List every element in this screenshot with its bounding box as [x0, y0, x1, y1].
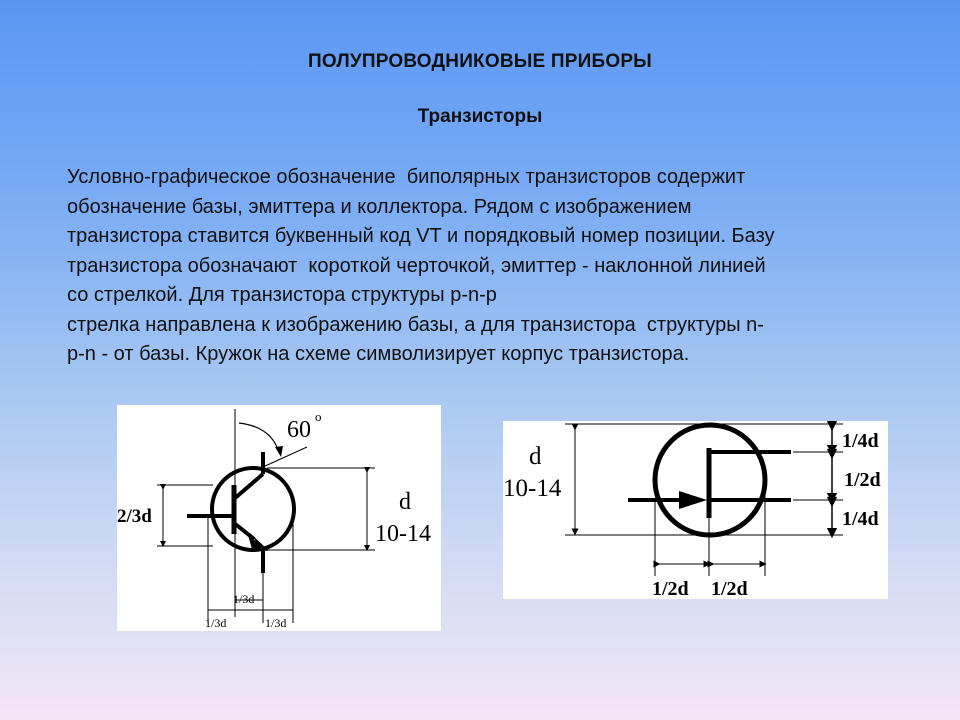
angle-guide-line [263, 447, 307, 467]
right-dim-symbol: d [399, 489, 411, 515]
collector-line [234, 474, 263, 499]
bottom-right-label: 1/3d [265, 616, 287, 630]
right-dim-range: 10-14 [375, 521, 431, 547]
bipolar-transistor-svg [117, 405, 441, 631]
slide-subtitle: Транзисторы [417, 106, 543, 127]
fet-svg [503, 421, 888, 599]
emitter-line [234, 523, 254, 539]
angle-label: 60 [287, 417, 311, 443]
paragraph-line: стрелка направлена к изображению базы, а для транзистора структуры n- [67, 313, 764, 336]
bottom-left-label: 1/3d [205, 616, 227, 630]
left-dim-label: 2/3d [117, 506, 152, 527]
field-effect-transistor-drawing [503, 421, 888, 599]
paragraph-line: транзистора ставится буквенный код VT и порядковый номер позиции. Базу [67, 225, 775, 247]
bottom-mid-label: 1/3d [233, 592, 255, 606]
left-dim-range: 10-14 [503, 475, 562, 502]
bottom-right-label: 1/2d [711, 578, 748, 599]
slide-title: ПОЛУПРОВОДНИКОВЫЕ ПРИБОРЫ [307, 51, 652, 72]
paragraph-line: со стрелкой. Для транзистора структуры p-n-p [67, 284, 497, 306]
right-bottom-label: 1/4d [842, 508, 879, 530]
bottom-left-label: 1/2d [652, 578, 689, 599]
right-mid-label: 1/2d [844, 469, 881, 491]
paragraph-line: транзистора обозначают короткой черточкой, эмиттер - наклонной линией [67, 254, 766, 277]
angle-arc [239, 423, 279, 453]
paragraph-line: p-n - от базы. Кружок на схеме символизирует корпус транзистора. [67, 343, 690, 365]
body-paragraph [67, 163, 947, 370]
paragraph-line: Условно-графическое обозначение биполярных транзисторов содержит [67, 166, 746, 188]
bipolar-transistor-drawing [117, 405, 441, 631]
degree-mark: o [315, 409, 322, 424]
paragraph-line: обозначение базы, эмиттера и коллектора. Рядом с изображением [67, 195, 692, 218]
gate-arrow [679, 491, 707, 509]
left-dim-symbol: d [529, 443, 542, 470]
right-top-label: 1/4d [842, 430, 879, 452]
